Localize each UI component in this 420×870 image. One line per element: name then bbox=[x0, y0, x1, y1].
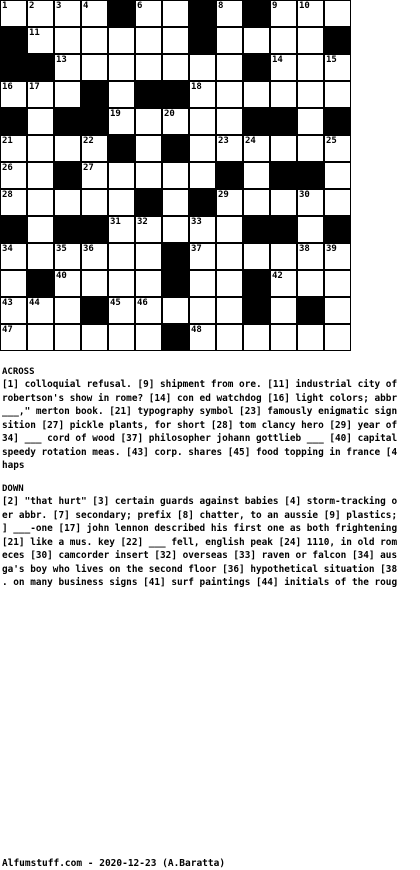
grid-cell[interactable] bbox=[108, 189, 135, 216]
grid-cell[interactable] bbox=[324, 54, 351, 81]
grid-cell[interactable] bbox=[270, 81, 297, 108]
grid-cell[interactable] bbox=[108, 27, 135, 54]
grid-block bbox=[189, 189, 216, 216]
grid-cell[interactable] bbox=[243, 324, 270, 351]
clue-number: 29 bbox=[218, 190, 229, 200]
grid-block bbox=[81, 216, 108, 243]
across-clue-line: ___," merton book. [21] typography symbol [23] famously enigmatic sign bbox=[2, 406, 398, 417]
grid-cell[interactable] bbox=[270, 54, 297, 81]
grid-cell[interactable] bbox=[81, 54, 108, 81]
grid-block bbox=[270, 216, 297, 243]
grid-cell[interactable] bbox=[108, 162, 135, 189]
grid-cell[interactable] bbox=[297, 270, 324, 297]
grid-block bbox=[243, 297, 270, 324]
grid-cell[interactable] bbox=[81, 135, 108, 162]
grid-cell[interactable] bbox=[54, 81, 81, 108]
grid-cell[interactable] bbox=[27, 0, 54, 27]
grid-cell[interactable] bbox=[54, 27, 81, 54]
clue-number: 23 bbox=[218, 136, 229, 146]
across-heading: ACROSS bbox=[2, 367, 35, 377]
grid-cell[interactable] bbox=[324, 162, 351, 189]
clue-number: 10 bbox=[299, 1, 310, 11]
down-clues bbox=[2, 495, 420, 590]
footer-credit: Alfumstuff.com - 2020-12-23 (A.Baratta) bbox=[2, 858, 226, 869]
clue-number: 47 bbox=[2, 325, 13, 335]
grid-cell[interactable] bbox=[216, 54, 243, 81]
clue-number: 1 bbox=[2, 1, 8, 11]
grid-block bbox=[243, 0, 270, 27]
grid-cell[interactable] bbox=[162, 54, 189, 81]
grid-block bbox=[162, 135, 189, 162]
grid-cell[interactable] bbox=[108, 216, 135, 243]
grid-block bbox=[216, 162, 243, 189]
grid-block bbox=[270, 162, 297, 189]
clue-number: 36 bbox=[83, 244, 94, 254]
clue-number: 19 bbox=[110, 109, 121, 119]
grid-cell[interactable] bbox=[216, 0, 243, 27]
grid-cell[interactable] bbox=[108, 270, 135, 297]
grid-cell[interactable] bbox=[189, 135, 216, 162]
clue-number: 17 bbox=[29, 82, 40, 92]
grid-block bbox=[189, 27, 216, 54]
grid-cell[interactable] bbox=[216, 297, 243, 324]
clue-number: 20 bbox=[164, 109, 175, 119]
grid-cell[interactable] bbox=[81, 27, 108, 54]
grid-cell[interactable] bbox=[324, 0, 351, 27]
grid-cell[interactable] bbox=[243, 81, 270, 108]
grid-block bbox=[81, 297, 108, 324]
grid-cell[interactable] bbox=[81, 243, 108, 270]
grid-cell[interactable] bbox=[189, 162, 216, 189]
grid-cell[interactable] bbox=[0, 324, 27, 351]
grid-cell[interactable] bbox=[27, 216, 54, 243]
grid-cell[interactable] bbox=[270, 270, 297, 297]
clue-number: 34 bbox=[2, 244, 13, 254]
grid-cell[interactable] bbox=[270, 189, 297, 216]
grid-cell[interactable] bbox=[162, 27, 189, 54]
grid-cell[interactable] bbox=[0, 162, 27, 189]
grid-block bbox=[81, 81, 108, 108]
down-clue-line: ] ___-one [17] john lennon described his first one as both frightening bbox=[2, 523, 398, 534]
grid-cell[interactable] bbox=[297, 0, 324, 27]
grid-cell[interactable] bbox=[216, 189, 243, 216]
grid-cell[interactable] bbox=[135, 0, 162, 27]
grid-cell[interactable] bbox=[0, 189, 27, 216]
clue-number: 15 bbox=[326, 55, 337, 65]
grid-block bbox=[297, 297, 324, 324]
clue-number: 24 bbox=[245, 136, 256, 146]
grid-cell[interactable] bbox=[135, 297, 162, 324]
grid-block bbox=[324, 27, 351, 54]
grid-cell[interactable] bbox=[216, 324, 243, 351]
grid-cell[interactable] bbox=[108, 324, 135, 351]
grid-block bbox=[54, 162, 81, 189]
clue-number: 48 bbox=[191, 325, 202, 335]
grid-block bbox=[324, 108, 351, 135]
grid-cell[interactable] bbox=[324, 297, 351, 324]
clue-number: 37 bbox=[191, 244, 202, 254]
grid-block bbox=[81, 108, 108, 135]
clue-number: 8 bbox=[218, 1, 224, 11]
grid-cell[interactable] bbox=[162, 0, 189, 27]
clue-number: 33 bbox=[191, 217, 202, 227]
clue-number: 28 bbox=[2, 190, 13, 200]
grid-cell[interactable] bbox=[135, 324, 162, 351]
grid-block bbox=[0, 27, 27, 54]
clue-number: 44 bbox=[29, 298, 40, 308]
down-heading: DOWN bbox=[2, 484, 24, 494]
grid-cell[interactable] bbox=[135, 243, 162, 270]
clue-number: 13 bbox=[56, 55, 67, 65]
grid-block bbox=[243, 108, 270, 135]
grid-cell[interactable] bbox=[270, 27, 297, 54]
grid-cell[interactable] bbox=[54, 0, 81, 27]
grid-block bbox=[135, 81, 162, 108]
grid-block bbox=[243, 270, 270, 297]
grid-block bbox=[162, 81, 189, 108]
grid-cell[interactable] bbox=[27, 108, 54, 135]
clue-number: 45 bbox=[110, 298, 121, 308]
grid-cell[interactable] bbox=[27, 324, 54, 351]
grid-cell[interactable] bbox=[27, 135, 54, 162]
grid-cell[interactable] bbox=[81, 270, 108, 297]
grid-cell[interactable] bbox=[27, 189, 54, 216]
grid-block bbox=[189, 0, 216, 27]
grid-cell[interactable] bbox=[216, 135, 243, 162]
grid-cell[interactable] bbox=[297, 135, 324, 162]
grid-cell[interactable] bbox=[189, 297, 216, 324]
grid-cell[interactable] bbox=[81, 0, 108, 27]
grid-cell[interactable] bbox=[0, 297, 27, 324]
across-clue-line: [1] colloquial refusal. [9] shipment from ore. [11] industrial city of bbox=[2, 379, 398, 390]
grid-cell[interactable] bbox=[54, 270, 81, 297]
grid-cell[interactable] bbox=[162, 162, 189, 189]
grid-block bbox=[108, 135, 135, 162]
grid-cell[interactable] bbox=[324, 189, 351, 216]
grid-cell[interactable] bbox=[135, 135, 162, 162]
grid-block bbox=[0, 54, 27, 81]
clue-number: 26 bbox=[2, 163, 13, 173]
down-clue-line: [21] like a mus. key [22] ___ fell, english peak [24] 1110, in old rom bbox=[2, 536, 398, 548]
grid-cell[interactable] bbox=[54, 135, 81, 162]
grid-cell[interactable] bbox=[162, 108, 189, 135]
grid-cell[interactable] bbox=[27, 243, 54, 270]
grid-cell[interactable] bbox=[108, 108, 135, 135]
grid-cell[interactable] bbox=[27, 27, 54, 54]
clue-number: 3 bbox=[56, 1, 62, 11]
grid-cell[interactable] bbox=[297, 81, 324, 108]
grid-cell[interactable] bbox=[27, 81, 54, 108]
grid-block bbox=[162, 243, 189, 270]
grid-cell[interactable] bbox=[216, 27, 243, 54]
grid-cell[interactable] bbox=[27, 162, 54, 189]
grid-cell[interactable] bbox=[324, 243, 351, 270]
grid-cell[interactable] bbox=[270, 324, 297, 351]
down-clue-line: . on many business signs [41] surf paintings [44] initials of the roug bbox=[2, 577, 398, 588]
clue-number: 27 bbox=[83, 163, 94, 173]
crossword-grid bbox=[0, 0, 352, 352]
grid-cell[interactable] bbox=[162, 297, 189, 324]
grid-cell[interactable] bbox=[54, 189, 81, 216]
grid-block bbox=[297, 162, 324, 189]
clue-number: 30 bbox=[299, 190, 310, 200]
grid-cell[interactable] bbox=[270, 135, 297, 162]
clue-number: 31 bbox=[110, 217, 121, 227]
grid-cell[interactable] bbox=[270, 0, 297, 27]
clue-number: 38 bbox=[299, 244, 310, 254]
grid-cell[interactable] bbox=[108, 54, 135, 81]
grid-cell[interactable] bbox=[297, 54, 324, 81]
grid-cell[interactable] bbox=[108, 297, 135, 324]
grid-cell[interactable] bbox=[243, 27, 270, 54]
clue-number: 35 bbox=[56, 244, 67, 254]
grid-cell[interactable] bbox=[324, 324, 351, 351]
grid-cell[interactable] bbox=[243, 243, 270, 270]
grid-cell[interactable] bbox=[0, 270, 27, 297]
grid-cell[interactable] bbox=[135, 108, 162, 135]
grid-cell[interactable] bbox=[0, 243, 27, 270]
grid-block bbox=[27, 54, 54, 81]
clue-number: 42 bbox=[272, 271, 283, 281]
grid-cell[interactable] bbox=[54, 324, 81, 351]
grid-cell[interactable] bbox=[297, 243, 324, 270]
grid-cell[interactable] bbox=[297, 324, 324, 351]
across-clue-line: 34] ___ cord of wood [37] philosopher johann gottlieb ___ [40] capital bbox=[2, 433, 398, 444]
across-clue-line: sition [27] pickle plants, for short [28] tom clancy hero [29] year of bbox=[2, 419, 398, 431]
grid-block bbox=[135, 189, 162, 216]
grid-cell[interactable] bbox=[297, 216, 324, 243]
grid-cell[interactable] bbox=[135, 54, 162, 81]
grid-cell[interactable] bbox=[297, 108, 324, 135]
grid-cell[interactable] bbox=[243, 189, 270, 216]
grid-cell[interactable] bbox=[189, 216, 216, 243]
grid-block bbox=[243, 54, 270, 81]
clue-number: 43 bbox=[2, 298, 13, 308]
down-clue-line: eces [30] camcorder insert [32] overseas [33] raven or falcon [34] aus bbox=[2, 550, 398, 561]
grid-cell[interactable] bbox=[243, 162, 270, 189]
grid-cell[interactable] bbox=[108, 81, 135, 108]
grid-cell[interactable] bbox=[216, 81, 243, 108]
grid-cell[interactable] bbox=[54, 243, 81, 270]
clue-number: 9 bbox=[272, 1, 278, 11]
clue-number: 21 bbox=[2, 136, 13, 146]
grid-cell[interactable] bbox=[108, 243, 135, 270]
grid-block bbox=[162, 324, 189, 351]
grid-cell[interactable] bbox=[162, 189, 189, 216]
grid-cell[interactable] bbox=[216, 216, 243, 243]
grid-cell[interactable] bbox=[189, 243, 216, 270]
grid-block bbox=[0, 108, 27, 135]
clue-number: 11 bbox=[29, 28, 40, 38]
grid-cell[interactable] bbox=[27, 297, 54, 324]
grid-cell[interactable] bbox=[324, 81, 351, 108]
grid-cell[interactable] bbox=[135, 270, 162, 297]
grid-block bbox=[54, 108, 81, 135]
grid-cell[interactable] bbox=[54, 54, 81, 81]
grid-block bbox=[54, 216, 81, 243]
clue-number: 46 bbox=[137, 298, 148, 308]
grid-cell[interactable] bbox=[216, 108, 243, 135]
across-clue-line: haps bbox=[2, 460, 25, 471]
across-clues bbox=[2, 378, 420, 473]
grid-cell[interactable] bbox=[81, 189, 108, 216]
grid-block bbox=[162, 270, 189, 297]
grid-cell[interactable] bbox=[81, 162, 108, 189]
clue-number: 18 bbox=[191, 82, 202, 92]
clue-number: 25 bbox=[326, 136, 337, 146]
grid-cell[interactable] bbox=[216, 270, 243, 297]
clue-number: 6 bbox=[137, 1, 143, 11]
grid-cell[interactable] bbox=[189, 108, 216, 135]
clue-number: 4 bbox=[83, 1, 89, 11]
grid-cell[interactable] bbox=[189, 324, 216, 351]
grid-cell[interactable] bbox=[135, 216, 162, 243]
down-clue-line: [2] "that hurt" [3] certain guards against babies [4] storm-tracking o bbox=[2, 496, 398, 507]
grid-cell[interactable] bbox=[0, 81, 27, 108]
clue-number: 14 bbox=[272, 55, 283, 65]
grid-cell[interactable] bbox=[270, 243, 297, 270]
down-clue-line: er abbr. [7] secondary; prefix [8] chatter, to an aussie [9] plastics; bbox=[2, 509, 398, 521]
grid-cell[interactable] bbox=[189, 54, 216, 81]
grid-cell[interactable] bbox=[270, 297, 297, 324]
grid-cell[interactable] bbox=[297, 189, 324, 216]
grid-cell[interactable] bbox=[135, 162, 162, 189]
clue-number: 39 bbox=[326, 244, 337, 254]
clue-number: 32 bbox=[137, 217, 148, 227]
grid-cell[interactable] bbox=[297, 27, 324, 54]
grid-cell[interactable] bbox=[54, 297, 81, 324]
grid-block bbox=[324, 216, 351, 243]
across-clue-line: robertson's show in rome? [14] con ed watchdog [16] light colors; abbr bbox=[2, 392, 398, 404]
grid-cell[interactable] bbox=[324, 135, 351, 162]
grid-cell[interactable] bbox=[243, 135, 270, 162]
grid-cell[interactable] bbox=[81, 324, 108, 351]
grid-cell[interactable] bbox=[324, 270, 351, 297]
grid-cell[interactable] bbox=[0, 135, 27, 162]
grid-cell[interactable] bbox=[216, 243, 243, 270]
down-clue-line: ga's boy who lives on the second floor [36] hypothetical situation [38 bbox=[2, 563, 398, 575]
clue-number: 2 bbox=[29, 1, 35, 11]
clue-number: 16 bbox=[2, 82, 13, 92]
grid-cell[interactable] bbox=[0, 0, 27, 27]
grid-cell[interactable] bbox=[135, 27, 162, 54]
clue-number: 22 bbox=[83, 136, 94, 146]
grid-cell[interactable] bbox=[162, 216, 189, 243]
across-clue-line: speedy rotation meas. [43] corp. shares [45] food topping in france [4 bbox=[2, 446, 398, 458]
clue-number: 40 bbox=[56, 271, 67, 281]
grid-block bbox=[243, 216, 270, 243]
grid-cell[interactable] bbox=[189, 270, 216, 297]
grid-block bbox=[270, 108, 297, 135]
grid-cell[interactable] bbox=[189, 81, 216, 108]
grid-block bbox=[108, 0, 135, 27]
grid-block bbox=[0, 216, 27, 243]
grid-block bbox=[27, 270, 54, 297]
